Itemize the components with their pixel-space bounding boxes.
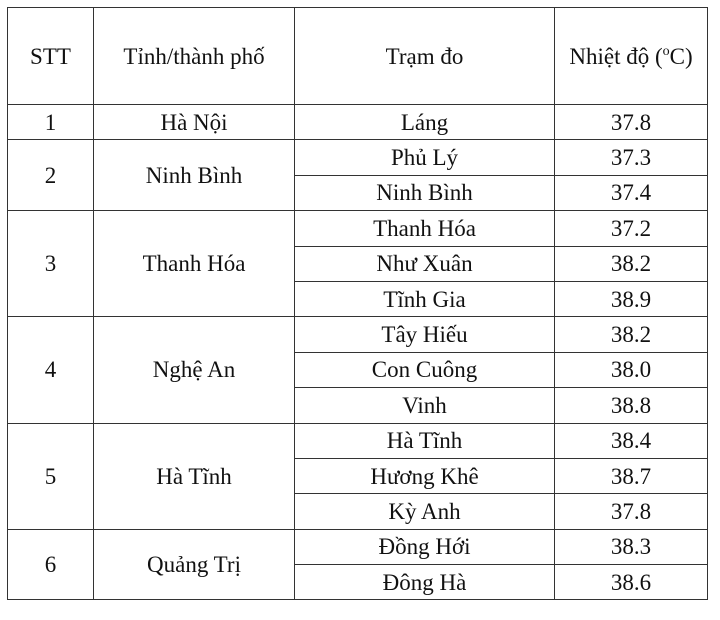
stt-cell: 4 (8, 317, 94, 423)
province-cell: Thanh Hóa (94, 211, 295, 317)
temperature-cell: 38.4 (555, 423, 708, 458)
temperature-cell: 37.8 (555, 494, 708, 529)
header-stt: STT (8, 8, 94, 105)
header-temperature-suffix: C) (669, 43, 693, 69)
station-cell: Hà Tĩnh (295, 423, 555, 458)
station-cell: Hương Khê (295, 458, 555, 493)
temperature-cell: 38.7 (555, 458, 708, 493)
station-cell: Phủ Lý (295, 140, 555, 175)
table-row (8, 317, 708, 352)
table-header (8, 8, 708, 105)
temperature-cell: 38.3 (555, 529, 708, 564)
station-cell: Như Xuân (295, 246, 555, 281)
temperature-cell: 38.6 (555, 565, 708, 600)
table-row (8, 423, 708, 458)
temperature-cell: 38.0 (555, 352, 708, 387)
temperature-cell: 37.3 (555, 140, 708, 175)
header-temperature-prefix: Nhiệt độ ( (569, 43, 663, 69)
temperature-cell: 37.2 (555, 211, 708, 246)
table-row (8, 211, 708, 246)
header-province: Tỉnh/thành phố (94, 8, 295, 105)
station-cell: Con Cuông (295, 352, 555, 387)
stt-cell: 1 (8, 105, 94, 140)
degree-symbol: o (662, 43, 670, 59)
temperature-cell: 38.8 (555, 388, 708, 423)
stt-cell: 6 (8, 529, 94, 600)
province-cell: Quảng Trị (94, 529, 295, 600)
table-row (8, 105, 708, 140)
station-cell: Tây Hiếu (295, 317, 555, 352)
temperature-cell: 38.2 (555, 246, 708, 281)
temperature-cell: 37.8 (555, 105, 708, 140)
stt-cell: 2 (8, 140, 94, 211)
station-cell: Đông Hà (295, 565, 555, 600)
station-cell: Đồng Hới (295, 529, 555, 564)
province-cell: Hà Nội (94, 105, 295, 140)
station-cell: Láng (295, 105, 555, 140)
station-cell: Vinh (295, 388, 555, 423)
stt-cell: 3 (8, 211, 94, 317)
header-station: Trạm đo (295, 8, 555, 105)
station-cell: Thanh Hóa (295, 211, 555, 246)
station-cell: Tĩnh Gia (295, 281, 555, 316)
header-row (8, 8, 708, 105)
temperature-table (7, 7, 708, 600)
temperature-cell: 38.2 (555, 317, 708, 352)
stt-cell: 5 (8, 423, 94, 529)
station-cell: Ninh Bình (295, 175, 555, 210)
province-cell: Hà Tĩnh (94, 423, 295, 529)
table-row (8, 529, 708, 564)
temperature-cell: 37.4 (555, 175, 708, 210)
table-row (8, 140, 708, 175)
header-temperature (555, 8, 708, 105)
province-cell: Ninh Bình (94, 140, 295, 211)
province-cell: Nghệ An (94, 317, 295, 423)
temperature-cell: 38.9 (555, 281, 708, 316)
station-cell: Kỳ Anh (295, 494, 555, 529)
table-body (8, 105, 708, 600)
